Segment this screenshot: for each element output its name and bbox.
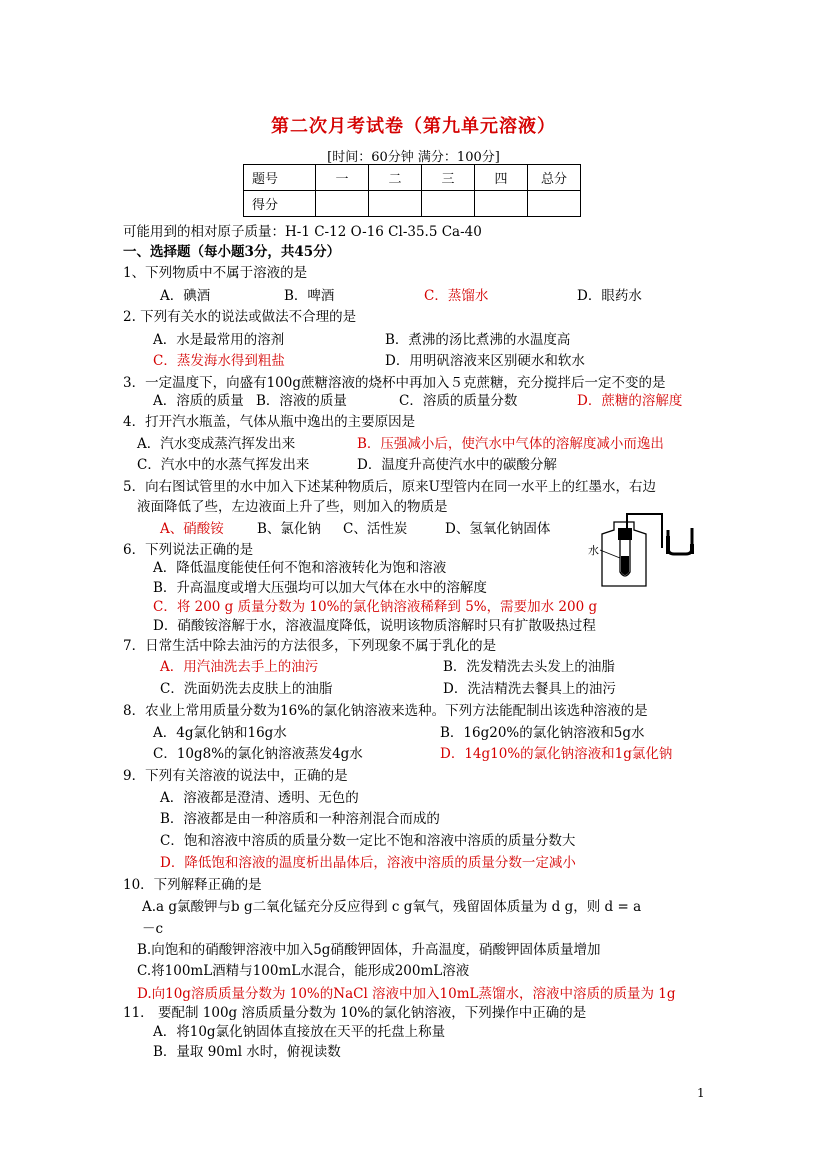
question-stem: 6．下列说法正确的是 bbox=[123, 542, 254, 558]
water-in-tube bbox=[621, 556, 629, 575]
option: B．溶液都是由一种溶质和一种溶剂混合而成的 bbox=[160, 811, 440, 827]
option: C．10g8%的氯化钠溶液蒸发4g水 bbox=[153, 746, 363, 762]
score-table-cell: 题号 bbox=[244, 165, 316, 191]
option: C．汽水中的水蒸气挥发出来 bbox=[137, 457, 310, 473]
option: A．汽水变成蒸汽挥发出来 bbox=[137, 436, 296, 452]
label-pointer bbox=[600, 550, 620, 558]
option: A．碘酒 bbox=[160, 288, 211, 304]
answer-option: A、硝酸铵 bbox=[160, 521, 224, 537]
score-input-cell bbox=[422, 191, 475, 217]
option: D．硝酸铵溶解于水，溶液温度降低，说明该物质溶解时只有扩散吸热过程 bbox=[153, 618, 596, 634]
question-stem: 4．打开汽水瓶盖，气体从瓶中逸出的主要原因是 bbox=[123, 414, 416, 430]
question-stem: 7．日常生活中除去油污的方法很多，下列现象不属于乳化的是 bbox=[123, 638, 497, 654]
question-stem: 2. 下列有关水的说法或做法不合理的是 bbox=[123, 309, 357, 325]
page-number: 1 bbox=[697, 1086, 705, 1100]
answer-option: D．降低饱和溶液的温度析出晶体后，溶液中溶质的质量分数一定减小 bbox=[160, 855, 576, 871]
score-table-cell: 二 bbox=[369, 165, 422, 191]
question-stem: 9．下列有关溶液的说法中，正确的是 bbox=[123, 768, 348, 784]
u-tube bbox=[668, 528, 692, 554]
option: A．将10g氯化钠固体直接放在天平的托盘上称量 bbox=[153, 1024, 446, 1040]
option: B．洗发精洗去头发上的油脂 bbox=[443, 659, 615, 675]
score-table-cell: 一 bbox=[316, 165, 369, 191]
option: D、氢氧化钠固体 bbox=[445, 521, 551, 537]
option: A．水是最常用的溶剂 bbox=[153, 332, 285, 348]
option: B．升高温度或增大压强均可以加大气体在水中的溶解度 bbox=[153, 580, 487, 596]
option-continued: －c bbox=[142, 921, 164, 937]
atomic-masses: 可能用到的相对原子质量：H-1 C-12 O-16 Cl-35.5 Ca-40 bbox=[123, 224, 482, 240]
option: A.a g氯酸钾与b g二氧化锰充分反应得到 c g氧气，残留固体质量为 d g，则 d = a bbox=[142, 899, 642, 915]
option: B、氯化钠 bbox=[257, 521, 321, 537]
answer-option: C．蒸馏水 bbox=[424, 288, 489, 304]
question-stem: 11． 要配制 100g 溶质质量分数为 10%的氯化钠溶液，下列操作中正确的是 bbox=[123, 1005, 587, 1021]
u-tube-apparatus-figure bbox=[586, 510, 716, 590]
answer-option: B．压强减小后，使汽水中气体的溶解度减小而逸出 bbox=[357, 436, 664, 452]
score-input-cell bbox=[316, 191, 369, 217]
question-stem: 5．向右图试管里的水中加入下述某种物质后，原来U型管内在同一水平上的红墨水，右边 bbox=[123, 479, 656, 495]
answer-option: D．14g10%的氯化钠溶液和1g氯化钠 bbox=[440, 746, 673, 762]
stopper bbox=[618, 528, 632, 540]
option: A．4g氯化钠和16g水 bbox=[153, 725, 287, 741]
option: B．煮沸的汤比煮沸的水温度高 bbox=[385, 332, 571, 348]
score-input-cell bbox=[475, 191, 528, 217]
score-input-cell bbox=[528, 191, 581, 217]
option: A．溶质的质量 bbox=[153, 393, 244, 409]
answer-option: C．蒸发海水得到粗盐 bbox=[153, 353, 285, 369]
option: D．眼药水 bbox=[577, 288, 642, 304]
water-label: 水 bbox=[588, 544, 599, 557]
score-table-score-row bbox=[244, 191, 581, 217]
option: D．温度升高使汽水中的碳酸分解 bbox=[357, 457, 557, 473]
option: B．溶液的质量 bbox=[256, 393, 347, 409]
exam-time-info: [时间：60分钟 满分：100分] bbox=[327, 150, 500, 165]
option: B．16g20%的氯化钠溶液和5g水 bbox=[440, 725, 645, 741]
option: C、活性炭 bbox=[343, 521, 408, 537]
option: D．用明矾溶液来区别硬水和软水 bbox=[385, 353, 585, 369]
connecting-tube bbox=[627, 514, 662, 548]
question-stem: 3．一定温度下，向盛有100g蔗糖溶液的烧杯中再加入５克蔗糖，充分搅拌后一定不变的是 bbox=[123, 375, 666, 391]
answer-option: D．蔗糖的溶解度 bbox=[577, 393, 683, 409]
question-stem: 8．农业上常用质量分数为16%的氯化钠溶液来选种。下列方法能配制出该选种溶液的是 bbox=[123, 703, 648, 719]
answer-option: D.向10g溶质质量分数为 10%的NaCl 溶液中加入10mL蒸馏水，溶液中溶质的质量为 1g bbox=[137, 986, 676, 1002]
option: C．溶质的质量分数 bbox=[399, 393, 518, 409]
score-table-cell: 三 bbox=[422, 165, 475, 191]
right-liquid bbox=[690, 544, 694, 554]
question-stem-continued: 液面降低了些，左边液面上升了些，则加入的物质是 bbox=[137, 499, 448, 515]
answer-option: C．将 200 g 质量分数为 10%的氯化钠溶液稀释到 5%，需要加水 200 g bbox=[153, 599, 598, 615]
score-table-header-row bbox=[244, 165, 581, 191]
option: C．饱和溶液中溶质的质量分数一定比不饱和溶液中溶质的质量分数大 bbox=[160, 833, 576, 849]
answer-option: A．用汽油洗去手上的油污 bbox=[160, 659, 319, 675]
option: B．啤酒 bbox=[284, 288, 335, 304]
option: B．量取 90ml 水时，俯视读数 bbox=[153, 1044, 341, 1060]
score-table bbox=[243, 164, 581, 217]
score-table-cell: 总分 bbox=[528, 165, 581, 191]
page-title: 第二次月考试卷（第九单元溶液） bbox=[271, 116, 556, 137]
left-liquid bbox=[666, 536, 670, 554]
question-stem: 1、下列物质中不属于溶液的是 bbox=[123, 265, 308, 281]
option: A．溶液都是澄清、透明、无色的 bbox=[160, 790, 359, 806]
score-input-cell bbox=[369, 191, 422, 217]
option: A．降低温度能使任何不饱和溶液转化为饱和溶液 bbox=[153, 560, 447, 576]
score-table-cell: 得分 bbox=[244, 191, 316, 217]
option: C.将100mL酒精与100mL水混合，能形成200mL溶液 bbox=[137, 963, 470, 979]
option: B.向饱和的硝酸钾溶液中加入5g硝酸钾固体，升高温度，硝酸钾固体质量增加 bbox=[137, 942, 601, 958]
section-heading: 一、选择题（每小题3分，共45分） bbox=[123, 244, 341, 260]
score-table-cell: 四 bbox=[475, 165, 528, 191]
question-stem: 10．下列解释正确的是 bbox=[123, 877, 262, 893]
option: C．洗面奶洗去皮肤上的油脂 bbox=[160, 681, 333, 697]
option: D．洗洁精洗去餐具上的油污 bbox=[443, 681, 616, 697]
